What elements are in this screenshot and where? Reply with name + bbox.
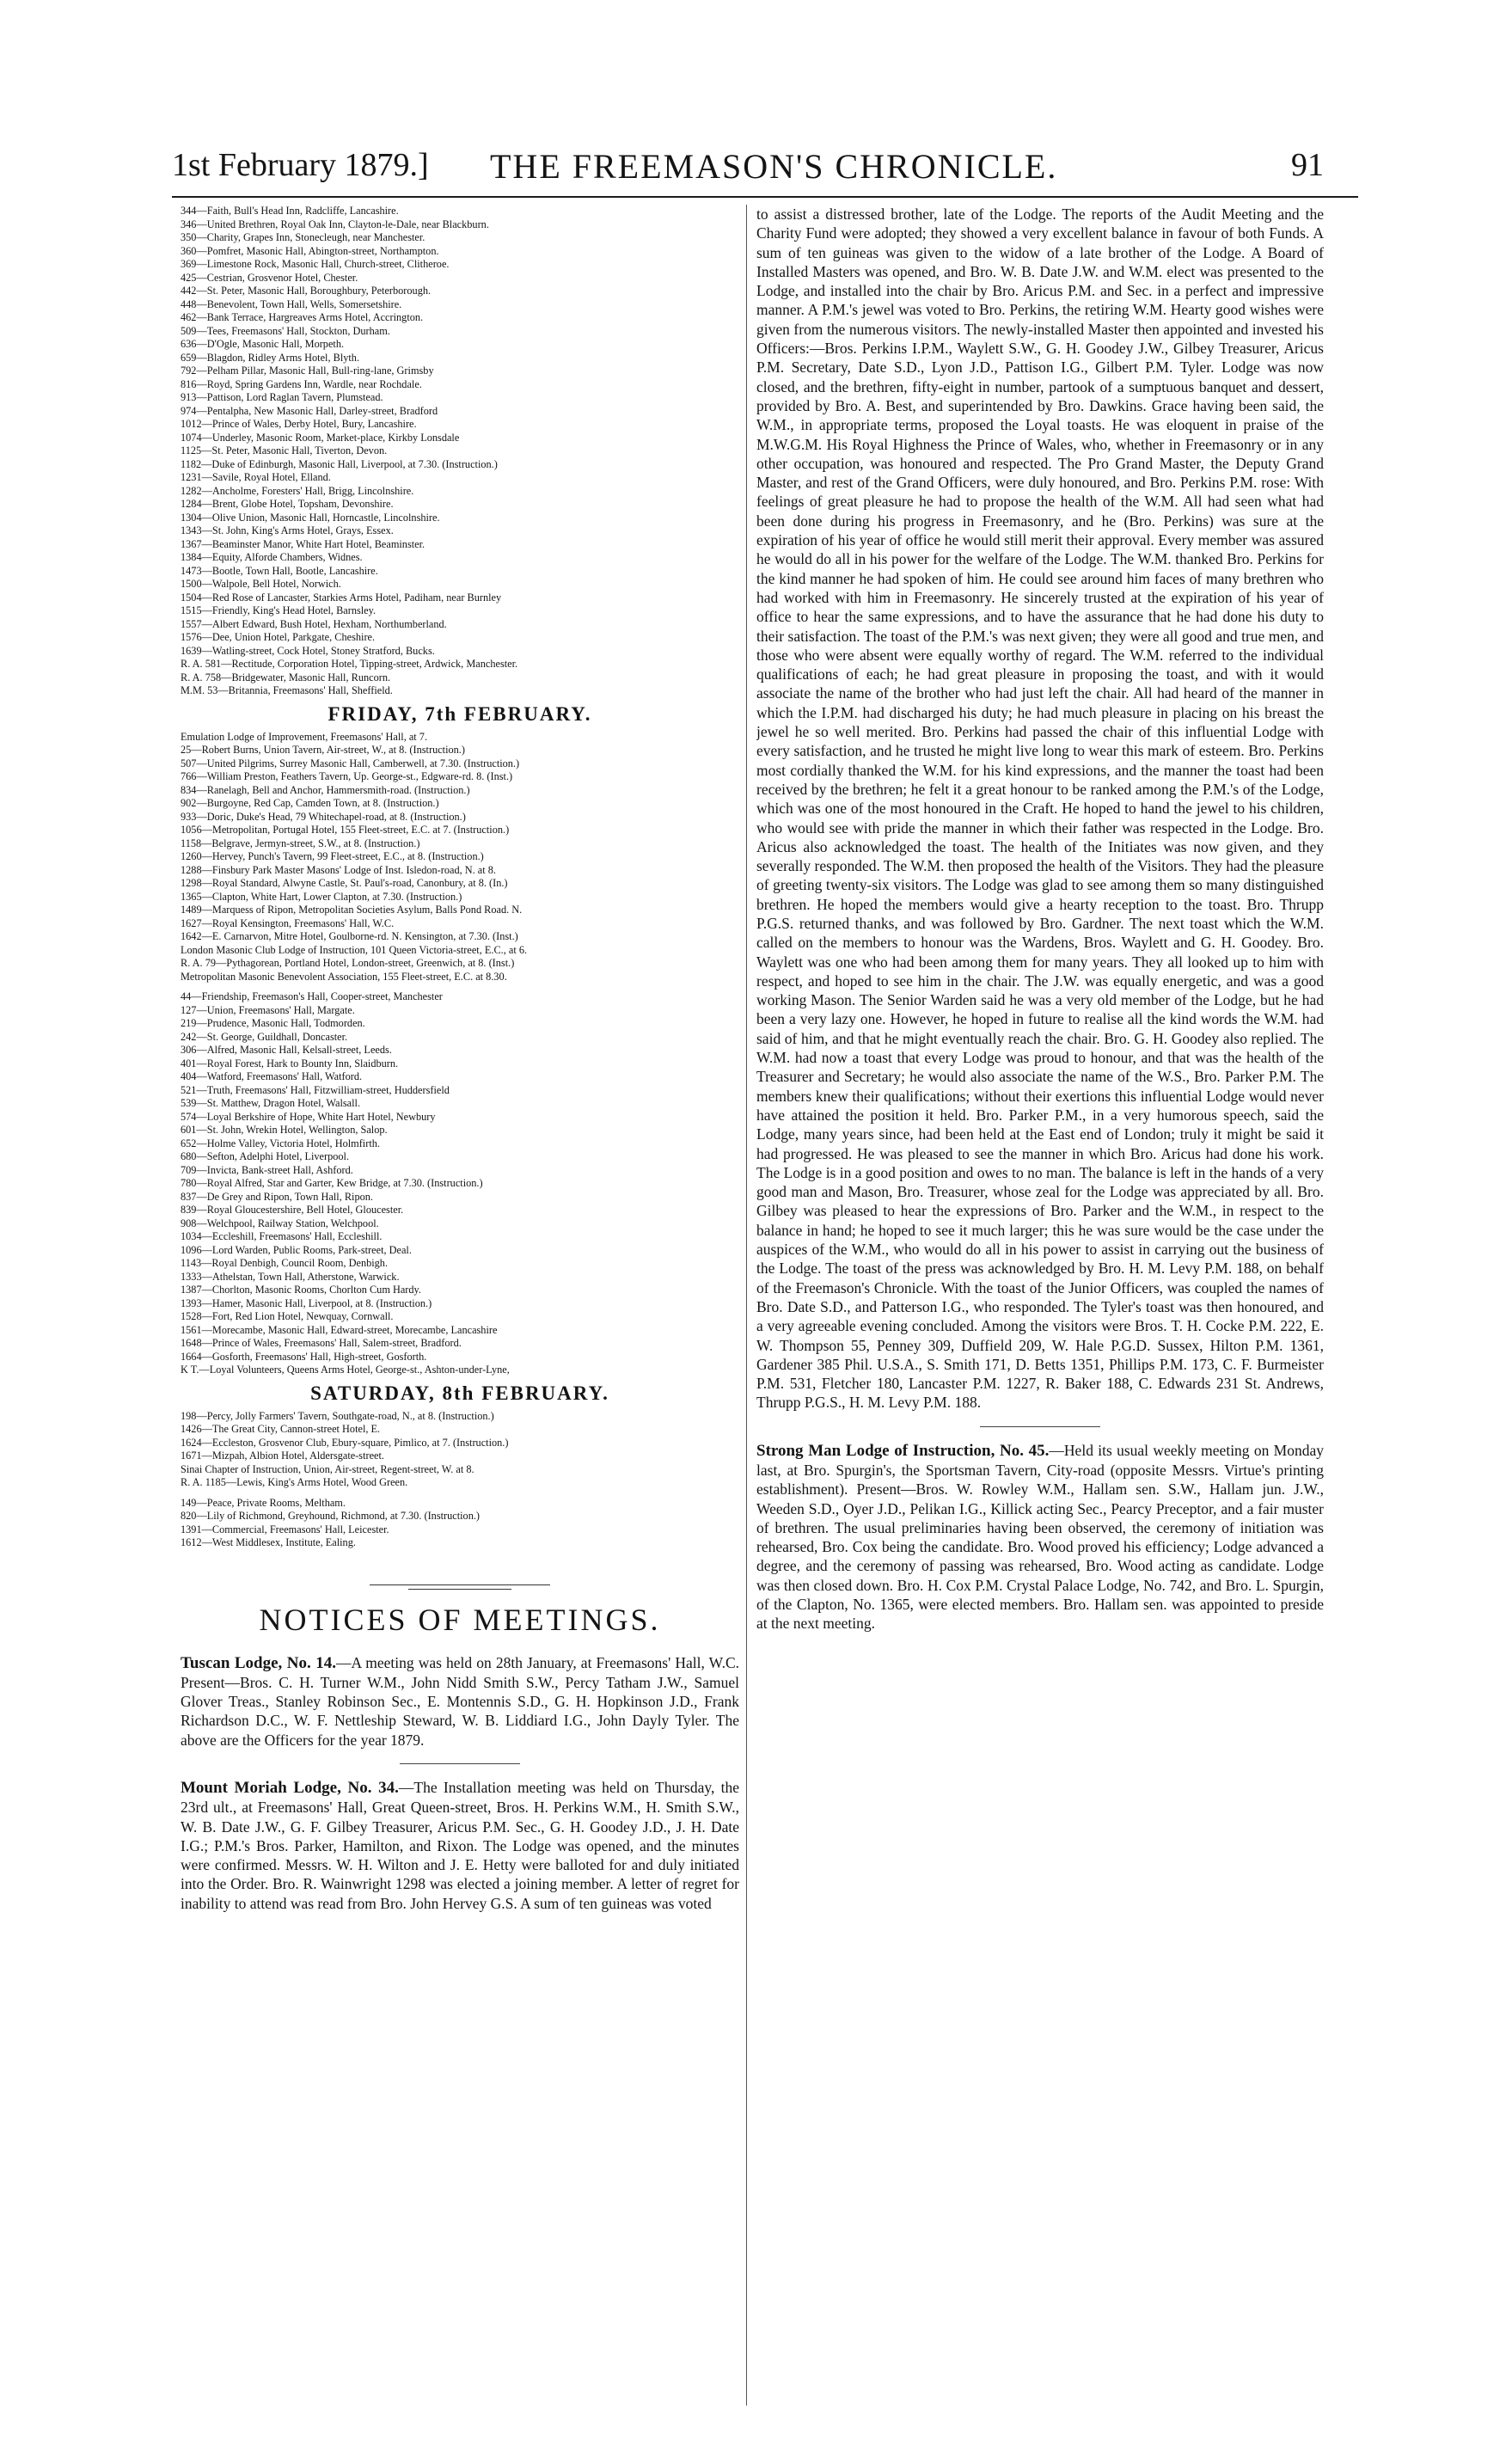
masthead-rule (172, 196, 1358, 198)
lodge-entry: 44—Friendship, Freemason's Hall, Cooper-street, Manchester (181, 990, 443, 1002)
lodge-entry: 1387—Chorlton, Masonic Rooms, Chorlton Cum Hardy. (181, 1284, 421, 1296)
lodge-entry: 425—Cestrian, Grosvenor Hotel, Chester. (181, 271, 358, 284)
lodge-entry: 1426—The Great City, Cannon-street Hotel, E. (181, 1423, 381, 1435)
article-lead: Mount Moriah Lodge, No. 34. (181, 1778, 399, 1797)
lodge-entry: 1515—Friendly, King's Head Hotel, Barnsley. (181, 604, 376, 616)
lodge-entry: 1671—Mizpah, Albion Hotel, Aldersgate-street. (181, 1450, 385, 1462)
lodge-list-friday-london (181, 731, 739, 984)
article-mount-moriah-lodge (181, 1778, 739, 1913)
lodge-entry: 1096—Lord Warden, Public Rooms, Park-street, Deal. (181, 1243, 412, 1256)
lodge-list-thursday (181, 205, 739, 698)
lodge-entry: 1624—Eccleston, Grosvenor Club, Ebury-square, Pimlico, at 7. (Instruction.) (181, 1436, 509, 1449)
lodge-entry: R. A. 1185—Lewis, King's Arms Hotel, Wood Green. (181, 1476, 408, 1488)
lodge-entry: 1143—Royal Denbigh, Council Room, Denbigh. (181, 1257, 389, 1269)
lodge-entry: 1182—Duke of Edinburgh, Masonic Hall, Liverpool, at 7.30. (Instruction.) (181, 457, 498, 470)
lodge-entry: 820—Lily of Richmond, Greyhound, Richmond, at 7.30. (Instruction.) (181, 1510, 481, 1522)
section-divider (408, 1589, 511, 1590)
lodge-entry: 539—St. Matthew, Dragon Hotel, Walsall. (181, 1097, 361, 1109)
lodge-entry: 1231—Savile, Royal Hotel, Elland. (181, 471, 331, 483)
lodge-entry: 219—Prudence, Masonic Hall, Todmorden. (181, 1017, 365, 1029)
notices-heading: NOTICES OF MEETINGS. (259, 1602, 661, 1637)
lodge-entry: Emulation Lodge of Improvement, Freemasons' Hall, at 7. (181, 730, 428, 743)
lodge-entry: 1393—Hamer, Masonic Hall, Liverpool, at 8. (Instruction.) (181, 1296, 432, 1309)
lodge-entry: 448—Benevolent, Town Hall, Wells, Somersetshire. (181, 297, 402, 310)
lodge-entry: 1365—Clapton, White Hart, Lower Clapton, at 7.30. (Instruction.) (181, 890, 462, 903)
lodge-entry: 837—De Grey and Ripon, Town Hall, Ripon. (181, 1190, 373, 1203)
article-lead: Tuscan Lodge, No. 14. (181, 1653, 336, 1672)
lodge-entry: 1282—Ancholme, Foresters' Hall, Brigg, Lincolnshire. (181, 484, 414, 497)
article-mount-moriah-continued: to assist a distressed brother, late of the Lodge. The reports of the Audit Meeting and the Charity Fund were adopted; they showed a very excellent balance in favour of both Funds. A sum of ten guineas was given to the widow of a late brother of the Lodge. A Board of Installed Masters was opened, and Bro. W. B. Date J.W. and W.M. elect was presented to the Lodge, and installed into the chair by Bro. Aricus P.M. and Sec. in a perfect and impressive manner. A P.M.'s jewel was voted to Bro. Perkins, the retiring W.M. Hearty good wishes were given from the numerous visitors. The newly-installed Master then appointed and invested his Officers:—Bros. Perkins I.P.M., Waylett S.W., G. H. Goodey J.W., Gilbey Treasurer, Aricus P.M. Secretary, Date S.D., Lyon J.D., Pattison I.G., Gilbert P.M. Tyler. Lodge was now closed, and the brethren, fifty-eight in number, partook of a sumptuous banquet and dessert, provided by Bro. A. Best, and superintended by Bro. Dawkins. Grace having been said, the W.M., in appropriate terms, proposed the Loyal toasts. He was eloquent in praise of the M.W.G.M. His Royal Highness the Prince of Wales, who, whether in Freemasonry or in any other occupation, was honoured and respected. The Pro Grand Master, the Deputy Grand Master, and rest of the Grand Officers, were duly honoured, and Bro. Perkins P.M. rose: With feelings of great pleasure he had to propose the health of the W.M. All had seen what had been done during his progress in Freemasonry, and he (Bro. Perkins) was sure at the expiration of his year of office he would still merit their approval. Every member was assured he would do all in his power for the welfare of the Lodge. The W.M. thanked Bro. Perkins for the kind manner he had spoken of him. He could see around him faces of many brethren who had worked with him in Freemasonry. He sincerely trusted at the expiration of his year of office to hear the same expressions, and to have the assurance that he had done his duty to their satisfaction. The toast of the P.M.'s was next given; they were all good and true men, and those who were absent were equally worthy of regard. The W.M. referred to the individual qualifications of each; he had great pleasure in proposing the toast, and with it would associate the name of the brother who had just left the chair. All had heard of the manner in which the I.P.M. had discharged his duty; he had much pleasure in placing on his breast the jewel he so well merited. Bro. Perkins had passed the chair of this influential Lodge with every satisfaction, and he trusted he might live long to wear this mark of esteem. Bro. Perkins most cordially thanked the W.M. for his kind expressions, and the manner the toast had been received by the brethren; he felt it a great honour to be ranked among the P.M.'s of the Lodge, which was one of the most honoured in the Craft. He hoped to hand the jewel to his children, who would see with pride the manner in which their father was respected in the Lodge. Bro. Aricus also acknowledged the toast. The health of the Initiates was now given, and they severally responded. The W.M. then proposed the health of the Visitors. They had the pleasure of greeting twenty-six visitors. The Lodge was glad to see among them so many distinguished brethren. He hoped the members would give a hearty reception to the toast. Bro. Thrupp P.G.S. returned thanks, and was followed by Bro. Gardner. The next toast which the W.M. called on the members to honour was the Wardens, Bros. Waylett and G. H. Goodey. Bro. Waylett was one who had been among them for many years. They all looked up to him with respect, and hoped to see him in the chair. The J.W. was equally energetic, and was a good working Mason. The Senior Warden said he was a very old member of the Lodge, but he had been a very lazy one. However, he hoped in future to realise all the kind words the W.M. had said of him, and that he might eventually reach the chair. Bro. G. H. Goodey also replied. The W.M. had now a toast that every Lodge was proud to honour, and that was the health of the Treasurer and Secretary; he would also associate the name of the W.S., Bro. Parker P.M. The members knew their qualifications; without their exertions this influential Lodge would never have attained the position it held. Bro. Parker P.M., in a very humorous speech, said the Lodge, many years since, had been held at the East end of London; truly it might be said it had progressed. He was pleased to see the manner in which Bro. Aricus had done his work. The Lodge is in a good position and owes to no man. The balance is left in the hands of a very good man and Mason, Bro. Treasurer, whose zeal for the Lodge was appreciated by all. Bro. Gilbey was pleased to hear the expressions of Bro. Parker and the W.M., in respect to the balance in hand; he hoped to see it much larger; this he was sure would be the case under the auspices of the W.M., who would do all in his power to assist in carrying out the business of the Lodge. The toast of the press was acknowledged by Bro. H. M. Levy P.M. 188, on behalf of the Freemason's Chronicle. With the toast of the Junior Officers, was coupled the names of Bro. Date S.D., and Patterson I.G., who responded. The Tyler's toast was then honoured, and a very agreeable evening concluded. Among the visitors were Bros. T. H. Cocke P.M. 222, E. W. Thompson 55, Penney 309, Duffield 209, W. Hale P.G.D. Sussex, Hilton P.M. 1361, Gardener 385 Phil. U.S.A., S. Smith 171, D. Betts 1351, Phillips P.M. 173, C. F. Burmeister P.M. 531, Fletcher 180, Lancaster P.M. 1227, R. Baker 188, C. Edwards 231 St. Andrews, Thrupp P.G.S., H. M. Levy P.M. 188. (756, 205, 1324, 1412)
lodge-entry: 306—Alfred, Masonic Hall, Kelsall-street, Leeds. (181, 1044, 392, 1056)
lodge-list-saturday-provinces (181, 1497, 739, 1550)
article-divider (400, 1763, 520, 1764)
lodge-entry: 242—St. George, Guildhall, Doncaster. (181, 1030, 348, 1043)
lodge-entry: 1561—Morecambe, Masonic Hall, Edward-street, Morecambe, Lancashire (181, 1323, 498, 1336)
lodge-entry: 360—Pomfret, Masonic Hall, Abington-street, Northampton. (181, 244, 439, 257)
lodge-entry: 344—Faith, Bull's Head Inn, Radcliffe, Lancashire. (181, 205, 399, 217)
lodge-entry: 350—Charity, Grapes Inn, Stonecleugh, near Manchester. (181, 231, 425, 243)
lodge-entry: 1074—Underley, Masonic Room, Market-place, Kirkby Lonsdale (181, 431, 460, 444)
lodge-entry: 1288—Finsbury Park Master Masons' Lodge of Inst. Isledon-road, N. at 8. (181, 863, 496, 876)
lodge-entry: 680—Sefton, Adelphi Hotel, Liverpool. (181, 1150, 350, 1162)
lodge-entry: 1333—Athelstan, Town Hall, Atherstone, Warwick. (181, 1270, 400, 1283)
lodge-entry: 574—Loyal Berkshire of Hope, White Hart Hotel, Newbury (181, 1110, 436, 1123)
lodge-entry: 521—Truth, Freemasons' Hall, Fitzwilliam-street, Huddersfield (181, 1083, 450, 1096)
lodge-entry: 462—Bank Terrace, Hargreaves Arms Hotel, Accrington. (181, 311, 424, 323)
lodge-entry: 1489—Marquess of Ripon, Metropolitan Societies Asylum, Balls Pond Road. N. (181, 904, 523, 916)
lodge-entry: 816—Royd, Spring Gardens Inn, Wardle, near Rochdale. (181, 377, 422, 390)
article-strong-man-lodge (756, 1441, 1324, 1633)
lodge-entry: 1056—Metropolitan, Portugal Hotel, 155 Fleet-street, E.C. at 7. (Instruction.) (181, 824, 510, 836)
lodge-entry: R. A. 581—Rectitude, Corporation Hotel, Tipping-street, Ardwick, Manchester. (181, 658, 518, 670)
article-tuscan-lodge (181, 1653, 739, 1750)
lodge-entry: 933—Doric, Duke's Head, 79 Whitechapel-road, at 8. (Instruction.) (181, 810, 466, 823)
page-number: 91 (1291, 147, 1324, 183)
article-body: —The Installation meeting was held on Thursday, the 23rd ult., at Freemasons' Hall, Great Queen-street, Bros. H. Perkins W.M., H. Smith S.W., W. B. Date J.W., G. F. Gilbey Treasurer, Aricus P.M. Sec., G. H. Goodey J.D., J. H. Date I.G.; P.M.'s Bros. Parker, Hamilton, and Rixon. The Lodge was opened, and the minutes were confirmed. Messrs. W. H. Wilton and J. E. Hetty were balloted for and duly initiated into the Order. Bro. R. Wainwright 1298 was elected a joining member. A letter of regret for inability to attend was read from Bro. John Hervey G.S. A sum of ten guineas was voted (181, 1778, 739, 1912)
lodge-entry: 834—Ranelagh, Bell and Anchor, Hammersmith-road. (Instruction.) (181, 783, 470, 796)
lodge-entry: 1612—West Middlesex, Institute, Ealing. (181, 1536, 356, 1548)
lodge-entry: 1304—Olive Union, Masonic Hall, Horncastle, Lincolnshire. (181, 511, 440, 524)
lodge-entry: 1391—Commercial, Freemasons' Hall, Leicester. (181, 1523, 389, 1535)
lodge-entry: 25—Robert Burns, Union Tavern, Air-street, W., at 8. (Instruction.) (181, 744, 465, 756)
issue-date: 1st February 1879.] (172, 147, 429, 183)
lodge-entry: 1504—Red Rose of Lancaster, Starkies Arms Hotel, Padiham, near Burnley (181, 591, 502, 604)
lodge-entry: 636—D'Ogle, Masonic Hall, Morpeth. (181, 338, 345, 350)
lodge-entry: 1648—Prince of Wales, Freemasons' Hall, Salem-street, Bradford. (181, 1337, 462, 1349)
lodge-entry: 1367—Beaminster Manor, White Hart Hotel, Beaminster. (181, 537, 425, 550)
lodge-entry: 1500—Walpole, Bell Hotel, Norwich. (181, 578, 341, 590)
lodge-entry: 1384—Equity, Alforde Chambers, Widnes. (181, 551, 363, 563)
lodge-list-friday-provinces (181, 990, 739, 1377)
lodge-entry: London Masonic Club Lodge of Instruction, 101 Queen Victoria-street, E.C., at 6. (181, 943, 528, 956)
left-column (181, 205, 739, 2406)
lodge-entry: 1012—Prince of Wales, Derby Hotel, Bury, Lancashire. (181, 418, 417, 430)
lodge-entry: 659—Blagdon, Ridley Arms Hotel, Blyth. (181, 351, 360, 364)
lodge-entry: 369—Limestone Rock, Masonic Hall, Church-street, Clitheroe. (181, 258, 450, 270)
lodge-entry: 1158—Belgrave, Jermyn-street, S.W., at 8. (Instruction.) (181, 837, 420, 849)
lodge-entry: 509—Tees, Freemasons' Hall, Stockton, Durham. (181, 324, 390, 337)
lodge-entry: 346—United Brethren, Royal Oak Inn, Clayton-le-Dale, near Blackburn. (181, 218, 489, 230)
lodge-entry: M.M. 53—Britannia, Freemasons' Hall, Sheffield. (181, 684, 393, 696)
lodge-entry: R. A. 758—Bridgewater, Masonic Hall, Runcorn. (181, 671, 391, 683)
lodge-entry: Metropolitan Masonic Benevolent Association, 155 Fleet-street, E.C. at 8.30. (181, 970, 507, 983)
lodge-entry: 1284—Brent, Globe Hotel, Topsham, Devonshire. (181, 498, 394, 510)
lodge-entry: 507—United Pilgrims, Surrey Masonic Hall, Camberwell, at 7.30. (Instruction.) (181, 757, 520, 769)
lodge-entry: 709—Invicta, Bank-street Hall, Ashford. (181, 1163, 353, 1176)
lodge-entry: 401—Royal Forest, Hark to Bounty Inn, Slaidburn. (181, 1057, 399, 1070)
lodge-entry: 902—Burgoyne, Red Cap, Camden Town, at 8. (Instruction.) (181, 797, 439, 809)
lodge-entry: 1298—Royal Standard, Alwyne Castle, St. Paul's-road, Canonbury, at 8. (In.) (181, 877, 508, 889)
lodge-entry: Sinai Chapter of Instruction, Union, Air-street, Regent-street, W. at 8. (181, 1462, 474, 1475)
lodge-list-saturday-london (181, 1410, 739, 1490)
lodge-entry: 1034—Eccleshill, Freemasons' Hall, Eccleshill. (181, 1230, 383, 1242)
lodge-entry: 127—Union, Freemasons' Hall, Margate. (181, 1003, 355, 1016)
lodge-entry: 404—Watford, Freemasons' Hall, Watford. (181, 1070, 363, 1082)
lodge-entry: 442—St. Peter, Masonic Hall, Boroughbury, Peterborough. (181, 285, 432, 297)
lodge-entry: 1473—Bootle, Town Hall, Bootle, Lancashire. (181, 564, 378, 577)
lodge-entry: 1627—Royal Kensington, Freemasons' Hall, W.C. (181, 916, 395, 929)
lodge-entry: 913—Pattison, Lord Raglan Tavern, Plumstead. (181, 391, 383, 403)
lodge-entry: 149—Peace, Private Rooms, Meltham. (181, 1496, 346, 1509)
column-rule (746, 205, 747, 2406)
section-divider (370, 1584, 550, 1585)
lodge-entry: R. A. 79—Pythagorean, Portland Hotel, London-street, Greenwich, at 8. (Inst.) (181, 957, 515, 969)
article-body: —A meeting was held on 28th January, at Freemasons' Hall, W.C. Present—Bros. C. H. Turner W.M., John Nidd Smith S.W., Percy Tatham J.W., Samuel Glover Treas., Stanley Robinson Sec., E. Montennis S.D., G. H. Hopkinson J.D., Frank Richardson D.C., W. F. Nettleship Steward, W. B. Liddiard I.G., John Dayly Tyler. The above are the Officers for the year 1879. (181, 1653, 739, 1749)
lodge-entry: 1260—Hervey, Punch's Tavern, 99 Fleet-street, E.C., at 8. (Instruction.) (181, 850, 484, 862)
lodge-entry: 1557—Albert Edward, Bush Hotel, Hexham, Northumberland. (181, 617, 447, 630)
lodge-entry: 792—Pelham Pillar, Masonic Hall, Bull-ring-lane, Grimsby (181, 365, 434, 377)
newspaper-title: THE FREEMASON'S CHRONICLE. (490, 147, 1058, 186)
lodge-entry: 839—Royal Gloucestershire, Bell Hotel, Gloucester. (181, 1204, 404, 1216)
lodge-entry: 1664—Gosforth, Freemasons' Hall, High-street, Gosforth. (181, 1350, 427, 1363)
lodge-entry: 974—Pentalpha, New Masonic Hall, Darley-street, Bradford (181, 404, 438, 417)
lodge-entry: 601—St. John, Wrekin Hotel, Wellington, Salop. (181, 1124, 388, 1136)
friday-heading: FRIDAY, 7th FEBRUARY. (328, 702, 592, 725)
lodge-entry: 766—William Preston, Feathers Tavern, Up. George-st., Edgware-rd. 8. (Inst.) (181, 770, 513, 782)
lodge-entry: 1642—E. Carnarvon, Mitre Hotel, Goulborne-rd. N. Kensington, at 7.30. (Inst.) (181, 930, 518, 942)
lodge-entry: 1576—Dee, Union Hotel, Parkgate, Cheshire. (181, 631, 376, 643)
article-lead: Strong Man Lodge of Instruction, No. 45. (756, 1441, 1050, 1460)
right-column (756, 205, 1324, 2406)
lodge-entry: 1528—Fort, Red Lion Hotel, Newquay, Cornwall. (181, 1310, 394, 1322)
lodge-entry: 198—Percy, Jolly Farmers' Tavern, Southgate-road, N., at 8. (Instruction.) (181, 1409, 494, 1422)
lodge-entry: 652—Holme Valley, Victoria Hotel, Holmfirth. (181, 1137, 380, 1149)
lodge-entry: 908—Welchpool, Railway Station, Welchpool. (181, 1217, 379, 1229)
article-divider (980, 1426, 1100, 1427)
lodge-entry: K T.—Loyal Volunteers, Queens Arms Hotel, George-st., Ashton-under-Lyne, (181, 1364, 510, 1376)
masthead (172, 146, 1324, 198)
article-body: —Held its usual weekly meeting on Monday last, at Bro. Spurgin's, the Sportsman Tavern, City-road (opposite Messrs. Virtue's printing establishment). Present—Bros. W. Rowley W.M., Hallam sen. S.W., Hallam jun. J.W., Weeden S.D., Oyer J.D., Pelikan I.G., Killick acting Sec., Pearcy Preceptor, and a fair muster of brethren. The usual preliminaries having been observed, the ceremony of initiation was rehearsed, Bro. Cox being the candidate. Bro. Wood proved his efficiency; Lodge advanced a degree, and the ceremony of passing was rehearsed, Bro. Wood acting as candidate. Lodge was then closed down. Bro. H. Cox P.M. Crystal Palace Lodge, No. 742, and Bro. L. Spurgin, of the Clapton, No. 1365, were elected members. Bro. Hallam sen. was appointed to preside at the next meeting. (756, 1441, 1324, 1633)
lodge-entry: 1125—St. Peter, Masonic Hall, Tiverton, Devon. (181, 444, 388, 457)
lodge-entry: 1639—Watling-street, Cock Hotel, Stoney Stratford, Bucks. (181, 644, 435, 657)
lodge-entry: 780—Royal Alfred, Star and Garter, Kew Bridge, at 7.30. (Instruction.) (181, 1177, 483, 1189)
saturday-heading: SATURDAY, 8th FEBRUARY. (310, 1382, 609, 1404)
lodge-entry: 1343—St. John, King's Arms Hotel, Grays, Essex. (181, 524, 394, 536)
